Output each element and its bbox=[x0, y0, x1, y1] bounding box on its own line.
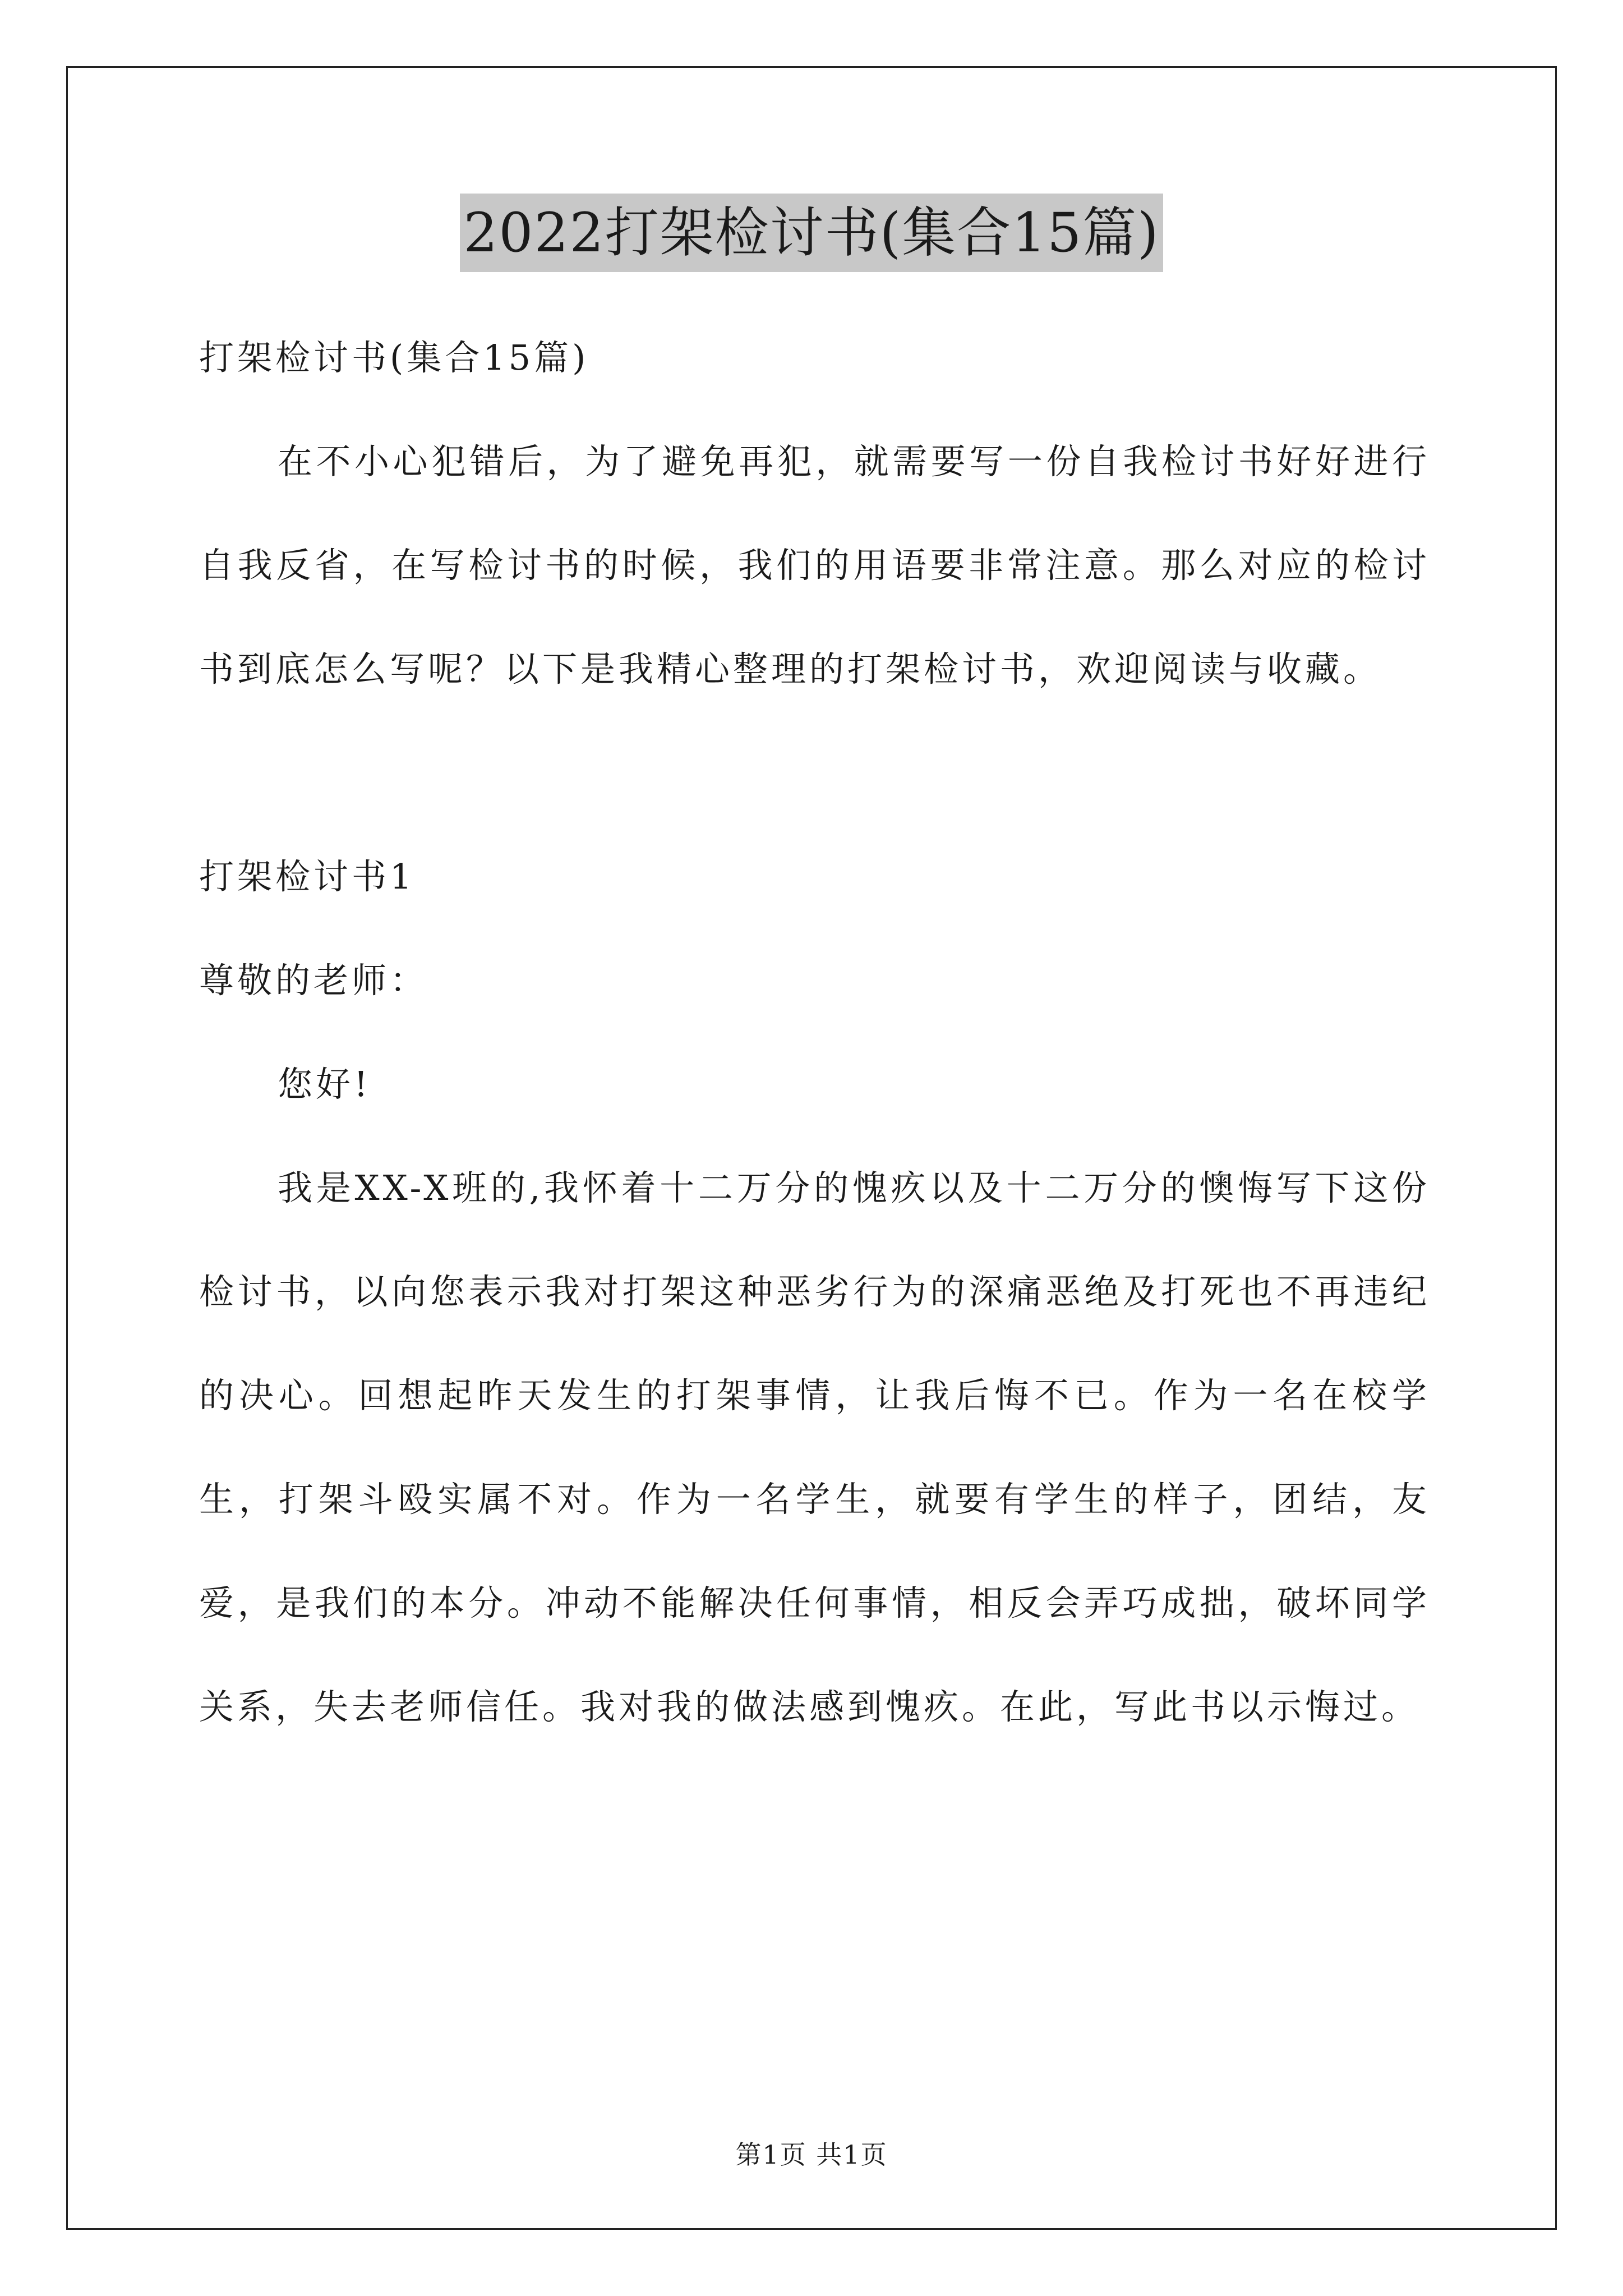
intro-paragraph: 在不小心犯错后，为了避免再犯，就需要写一份自我检讨书好好进行自我反省，在写检讨书的时候，我们的用语要非常注意。那么对应的检讨书到底怎么写呢？以下是我精心整理的打架检讨书，欢迎阅读与收藏。 bbox=[199, 441, 1430, 689]
document-subtitle: 打架检讨书(集合15篇) bbox=[199, 337, 589, 378]
body-paragraph: 我是XX-X班的,我怀着十二万分的愧疚以及十二万分的懊悔写下这份检讨书，以向您表示我对打架这种恶劣行为的深痛恶绝及打死也不再违纪的决心。回想起昨天发生的打架事情，让我后悔不已。作为一名在校学生，打架斗殴实属不对。作为一名学生，就要有学生的样子，团结，友爱，是我们的本分。冲动不能解决任何事情，相反会弄巧成拙，破坏同学关系，失去老师信任。我对我的做法感到愧疚。在此，写此书以示悔过。 bbox=[199, 1167, 1430, 1727]
document-title: 2022打架检讨书(集合15篇) bbox=[460, 194, 1163, 272]
section-heading: 打架检讨书1 bbox=[199, 856, 416, 897]
paragraph-spacer bbox=[199, 721, 1430, 825]
greeting: 您好! bbox=[278, 1064, 371, 1105]
page-footer: 第1页 共1页 bbox=[735, 2139, 888, 2170]
document-body bbox=[199, 306, 1430, 1759]
document-title-block bbox=[0, 194, 1623, 272]
salutation: 尊敬的老师： bbox=[199, 960, 428, 1001]
